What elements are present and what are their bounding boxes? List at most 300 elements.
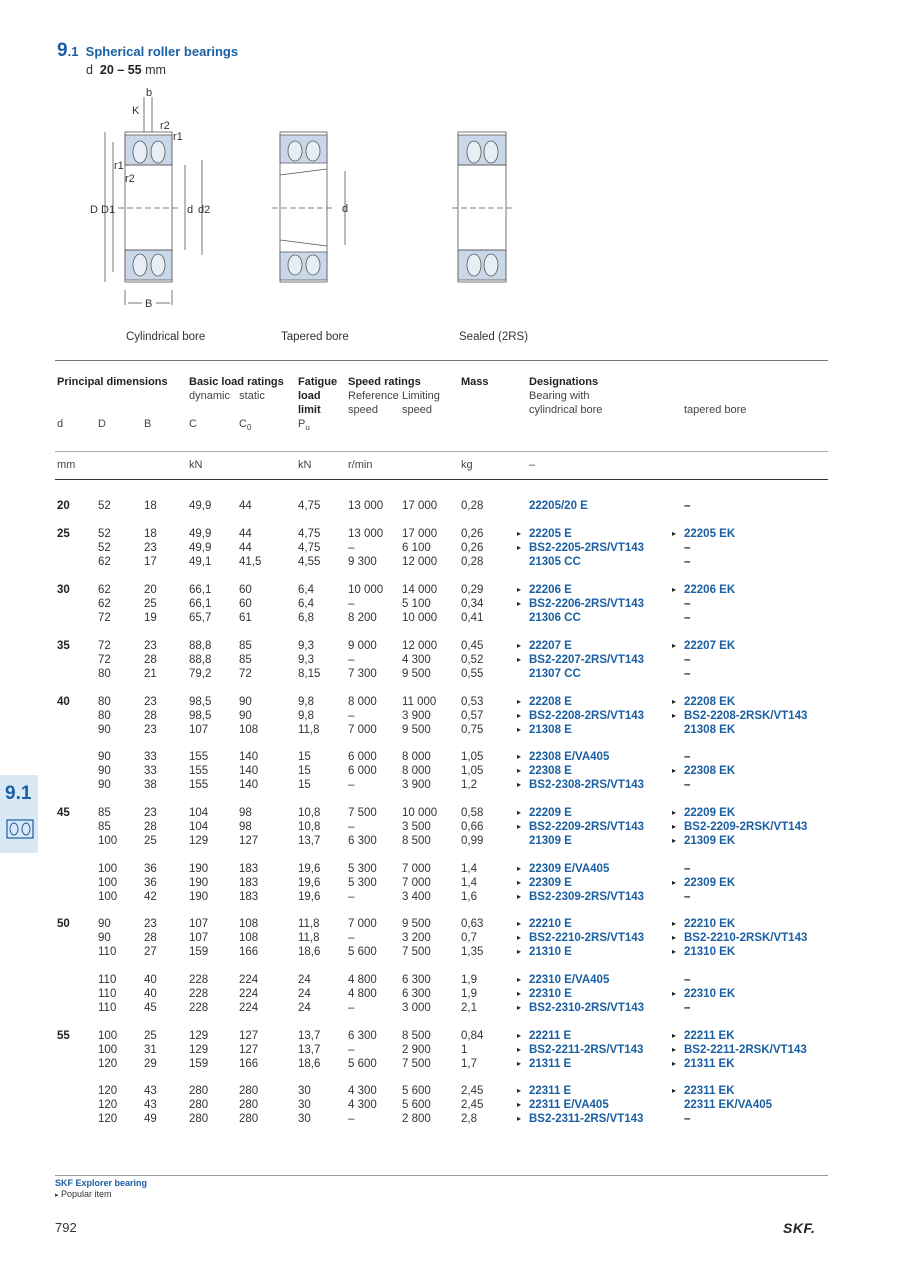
table-row [0, 931, 900, 945]
table-row [0, 890, 900, 904]
label-b: b [146, 87, 153, 99]
designation-tapered[interactable]: 21310 EK [684, 945, 736, 958]
popular-marker-icon: ▸ [517, 654, 522, 664]
width: 17 [144, 555, 157, 568]
dynamic-load: 280 [189, 1112, 209, 1125]
fatigue-limit: 9,3 [298, 640, 314, 652]
width: 23 [144, 696, 157, 708]
table-row [0, 1084, 900, 1098]
designation-tapered[interactable]: 22308 EK [684, 764, 736, 777]
designation-tapered[interactable]: BS2-2211-2RSK/VT143 [684, 1043, 807, 1056]
outer-diameter: 90 [98, 764, 111, 777]
reference-speed: 6 000 [348, 764, 377, 777]
label-D: D [90, 204, 98, 216]
table-row [0, 499, 900, 513]
section-tab [0, 775, 38, 853]
designation-cylindrical[interactable]: 21309 E [529, 834, 572, 847]
fatigue-limit: 10,8 [298, 820, 321, 833]
designation-cylindrical[interactable]: BS2-2209-2RS/VT143 [529, 820, 645, 833]
designation-tapered: – [684, 1001, 691, 1014]
designation-cylindrical[interactable]: BS2-2206-2RS/VT143 [529, 597, 645, 610]
mass: 0,58 [461, 807, 484, 819]
designation-cylindrical[interactable]: 22210 E [529, 918, 572, 930]
outer-diameter: 72 [98, 640, 111, 652]
reference-speed: 7 500 [348, 807, 377, 819]
designation-tapered: – [684, 653, 691, 666]
fatigue-limit: 30 [298, 1098, 311, 1111]
mass: 1,6 [461, 890, 477, 903]
mass: 1,35 [461, 945, 484, 958]
hdr-principal: Principal dimensions [57, 376, 168, 388]
limiting-speed: 12 000 [402, 640, 438, 652]
width: 43 [144, 1098, 157, 1111]
reference-speed: 5 600 [348, 1057, 377, 1070]
reference-speed: – [348, 1001, 355, 1014]
reference-speed: 6 000 [348, 751, 377, 763]
designation-cylindrical[interactable]: 22308 E [529, 764, 572, 777]
reference-speed: 7 000 [348, 918, 377, 930]
static-load: 60 [239, 584, 252, 596]
designation-cylindrical[interactable]: 21307 CC [529, 667, 581, 680]
outer-diameter: 100 [98, 890, 118, 903]
hdr-tapered: tapered bore [684, 404, 747, 416]
designation-cylindrical[interactable]: 22208 E [529, 696, 572, 708]
divider [55, 451, 828, 452]
fatigue-limit: 13,7 [298, 834, 321, 847]
fatigue-limit: 6,8 [298, 611, 314, 624]
width: 42 [144, 890, 157, 903]
outer-diameter: 80 [98, 709, 111, 722]
popular-marker-icon: ▸ [672, 1086, 677, 1095]
fatigue-limit: 24 [298, 974, 311, 986]
dynamic-load: 49,9 [189, 528, 212, 540]
dynamic-load: 129 [189, 1043, 209, 1056]
fatigue-limit: 18,6 [298, 945, 321, 958]
outer-diameter: 100 [98, 876, 118, 889]
limiting-speed: 11 000 [402, 696, 437, 708]
outer-diameter: 52 [98, 541, 111, 554]
label-r2: r2 [125, 173, 135, 185]
table-row [0, 723, 900, 737]
dynamic-load: 66,1 [189, 584, 212, 596]
reference-speed: 6 300 [348, 834, 377, 847]
static-load: 44 [239, 528, 252, 540]
designation-tapered: – [684, 778, 691, 791]
reference-speed: 8 000 [348, 696, 377, 708]
width: 23 [144, 640, 157, 652]
dynamic-load: 98,5 [189, 709, 212, 722]
popular-marker-icon: ▸ [672, 641, 677, 650]
divider [55, 1175, 828, 1176]
reference-speed: 13 000 [348, 528, 384, 540]
designation-cylindrical[interactable]: 22310 E [529, 987, 572, 1000]
designation-tapered: – [684, 541, 691, 554]
designation-cylindrical[interactable]: 22309 E [529, 876, 572, 889]
fatigue-limit: 9,8 [298, 696, 314, 708]
label-r2-top: r2 [160, 120, 170, 132]
static-load: 108 [239, 918, 259, 930]
table-row [0, 555, 900, 569]
table-row [0, 1029, 900, 1043]
popular-marker-icon: ▸ [517, 975, 522, 984]
width: 33 [144, 764, 157, 777]
designation-tapered: – [684, 974, 691, 986]
designation-tapered[interactable]: 22208 EK [684, 696, 736, 708]
label-d2: d2 [198, 204, 211, 216]
reference-speed: 8 200 [348, 611, 377, 624]
popular-marker-icon: ▸ [672, 585, 677, 594]
popular-marker-icon: ▸ [517, 821, 522, 831]
reference-speed: 4 800 [348, 987, 377, 1000]
popular-marker-icon: ▸ [517, 891, 522, 901]
static-load: 98 [239, 807, 252, 819]
limiting-speed: 7 500 [402, 945, 431, 958]
limiting-speed: 3 900 [402, 709, 431, 722]
dynamic-load: 129 [189, 834, 209, 847]
dynamic-load: 98,5 [189, 696, 212, 708]
designation-cylindrical[interactable]: BS2-2207-2RS/VT143 [529, 653, 645, 666]
caption-tapered: Tapered bore [281, 331, 349, 343]
designation-tapered[interactable]: 22309 EK [684, 876, 736, 889]
bore-diameter: 30 [57, 584, 70, 596]
unit-rmin: r/min [348, 459, 373, 471]
designation-cylindrical[interactable]: BS2-2208-2RS/VT143 [529, 709, 645, 722]
width: 45 [144, 1001, 157, 1014]
fatigue-limit: 11,8 [298, 918, 320, 930]
mass: 0,66 [461, 820, 484, 833]
width: 40 [144, 987, 157, 1000]
width: 21 [144, 667, 157, 680]
designation-cylindrical[interactable]: 22309 E/VA405 [529, 863, 610, 875]
table-row [0, 764, 900, 778]
limiting-speed: 6 300 [402, 987, 431, 1000]
dynamic-load: 280 [189, 1098, 209, 1111]
dynamic-load: 190 [189, 876, 209, 889]
designation-cylindrical[interactable]: BS2-2211-2RS/VT143 [529, 1043, 644, 1056]
mass: 1,05 [461, 751, 484, 763]
fatigue-limit: 24 [298, 987, 311, 1000]
designation-cylindrical[interactable]: BS2-2205-2RS/VT143 [529, 541, 645, 554]
outer-diameter: 72 [98, 653, 111, 666]
table-row [0, 973, 900, 987]
designation-tapered[interactable]: 22205 EK [684, 528, 736, 540]
width: 38 [144, 778, 157, 791]
designation-tapered[interactable]: 21311 EK [684, 1057, 735, 1070]
static-load: 108 [239, 931, 259, 944]
designation-tapered[interactable]: 22210 EK [684, 918, 736, 930]
mass: 2,1 [461, 1001, 477, 1014]
static-load: 280 [239, 1098, 259, 1111]
outer-diameter: 90 [98, 723, 111, 736]
outer-diameter: 110 [98, 987, 117, 1000]
width: 25 [144, 1030, 157, 1042]
label-d-tapered: d [342, 203, 349, 215]
limiting-speed: 5 100 [402, 597, 431, 610]
popular-marker-icon: ▸ [517, 585, 522, 594]
outer-diameter: 120 [98, 1098, 118, 1111]
static-load: 127 [239, 1043, 259, 1056]
sym-D: D [98, 418, 106, 430]
sym-C0: $C_0$ [239, 418, 252, 433]
hdr-designations: Designations Bearing with cylindrical bore [529, 376, 603, 416]
designation-cylindrical[interactable]: BS2-2310-2RS/VT143 [529, 1001, 645, 1014]
limiting-speed: 4 300 [402, 653, 431, 666]
limiting-speed: 7 000 [402, 876, 431, 889]
mass: 1,9 [461, 974, 477, 986]
table-row [0, 820, 900, 834]
designation-cylindrical[interactable]: 21306 CC [529, 611, 581, 624]
table-row [0, 1057, 900, 1071]
table-row [0, 987, 900, 1001]
popular-marker-icon: ▸ [517, 808, 522, 817]
outer-diameter: 85 [98, 807, 111, 819]
popular-marker-icon: ▸ [672, 529, 677, 538]
table-row [0, 583, 900, 597]
static-load: 224 [239, 1001, 259, 1014]
static-load: 108 [239, 723, 259, 736]
caption-cylindrical: Cylindrical bore [126, 331, 206, 343]
width: 18 [144, 528, 157, 540]
designation-cylindrical[interactable]: 21305 CC [529, 555, 581, 568]
width: 28 [144, 653, 157, 666]
designation-tapered[interactable]: 21309 EK [684, 834, 736, 847]
limiting-speed: 3 000 [402, 1001, 431, 1014]
popular-marker-icon: ▸ [672, 697, 677, 706]
mass: 0,28 [461, 500, 484, 512]
reference-speed: 4 300 [348, 1085, 377, 1097]
reference-speed: 6 300 [348, 1030, 377, 1042]
designation-tapered[interactable]: 22209 EK [684, 807, 736, 819]
reference-speed: – [348, 653, 355, 666]
limiting-speed: 17 000 [402, 528, 438, 540]
limiting-speed: 8 500 [402, 1030, 431, 1042]
dynamic-load: 280 [189, 1085, 209, 1097]
static-load: 72 [239, 667, 252, 680]
dynamic-load: 49,1 [189, 555, 212, 568]
popular-marker-icon: ▸ [672, 821, 677, 831]
limiting-speed: 9 500 [402, 667, 431, 680]
static-load: 85 [239, 640, 252, 652]
fatigue-limit: 8,15 [298, 667, 321, 680]
static-load: 60 [239, 597, 252, 610]
table-row [0, 639, 900, 653]
designation-cylindrical[interactable]: 21311 E [529, 1057, 572, 1070]
designation-cylindrical[interactable]: 22311 E [529, 1085, 572, 1097]
limiting-speed: 10 000 [402, 611, 438, 624]
width: 28 [144, 931, 157, 944]
hdr-speed-lim: Limiting speed [402, 390, 440, 416]
static-load: 183 [239, 863, 259, 875]
designation-tapered[interactable]: 22207 EK [684, 640, 736, 652]
designation-cylindrical[interactable]: 21310 E [529, 945, 572, 958]
limiting-speed: 5 600 [402, 1098, 431, 1111]
popular-marker-icon: ▸ [517, 697, 522, 706]
outer-diameter: 62 [98, 555, 111, 568]
mass: 0,34 [461, 597, 484, 610]
bore-diameter: 25 [57, 528, 70, 540]
bore-diameter: 35 [57, 640, 70, 652]
designation-cylindrical[interactable]: BS2-2309-2RS/VT143 [529, 890, 645, 903]
designation-cylindrical[interactable]: 22310 E/VA405 [529, 974, 610, 986]
fatigue-limit: 19,6 [298, 890, 321, 903]
outer-diameter: 90 [98, 931, 111, 944]
sym-C: C [189, 418, 197, 430]
outer-diameter: 100 [98, 863, 118, 875]
mass: 0,63 [461, 918, 484, 930]
table-row [0, 917, 900, 931]
dynamic-load: 107 [189, 723, 209, 736]
bore-diameter: 20 [57, 500, 70, 512]
fatigue-limit: 4,75 [298, 500, 321, 512]
designation-tapered[interactable]: 22310 EK [684, 987, 736, 1000]
fatigue-limit: 11,8 [298, 723, 320, 736]
designation-tapered: – [684, 863, 691, 875]
width: 28 [144, 820, 157, 833]
designation-tapered: – [684, 751, 691, 763]
popular-marker-icon: ▸ [672, 919, 677, 928]
limiting-speed: 7 500 [402, 1057, 431, 1070]
table-row [0, 945, 900, 959]
popular-marker-icon: ▸ [517, 765, 522, 775]
designation-tapered[interactable]: 21308 EK [684, 723, 736, 736]
bore-diameter: 55 [57, 1030, 70, 1042]
fatigue-limit: 15 [298, 764, 311, 777]
designation-cylindrical[interactable]: 22206 E [529, 584, 572, 596]
mass: 0,57 [461, 709, 484, 722]
reference-speed: – [348, 820, 355, 833]
designation-cylindrical[interactable]: BS2-2210-2RS/VT143 [529, 931, 645, 944]
reference-speed: – [348, 778, 355, 791]
designation-cylindrical[interactable]: BS2-2311-2RS/VT143 [529, 1112, 644, 1125]
table-row [0, 541, 900, 555]
designation-cylindrical[interactable]: 21308 E [529, 723, 572, 736]
static-load: 166 [239, 1057, 259, 1070]
reference-speed: 9 300 [348, 555, 377, 568]
designation-cylindrical[interactable]: 22209 E [529, 807, 572, 819]
width: 33 [144, 751, 157, 763]
fatigue-limit: 13,7 [298, 1043, 321, 1056]
popular-marker-icon: ▸ [517, 598, 522, 608]
outer-diameter: 100 [98, 834, 118, 847]
mass: 0,75 [461, 723, 484, 736]
designation-cylindrical[interactable]: 22308 E/VA405 [529, 751, 610, 763]
designation-cylindrical[interactable]: 22205 E [529, 528, 572, 540]
designation-tapered[interactable]: BS2-2208-2RSK/VT143 [684, 709, 808, 722]
page-subtitle: d 20 – 55 mm [86, 63, 166, 77]
outer-diameter: 110 [98, 945, 117, 958]
static-load: 98 [239, 820, 252, 833]
outer-diameter: 62 [98, 597, 111, 610]
label-K: K [132, 105, 140, 117]
designation-tapered: – [684, 500, 691, 512]
designation-tapered[interactable]: BS2-2209-2RSK/VT143 [684, 820, 808, 833]
table-row [0, 709, 900, 723]
popular-marker-icon: ▸ [517, 529, 522, 538]
mass: 2,45 [461, 1085, 484, 1097]
width: 40 [144, 974, 157, 986]
static-load: 90 [239, 709, 252, 722]
unit-kn: kN [298, 459, 312, 471]
mass: 2,8 [461, 1112, 477, 1125]
width: 25 [144, 834, 157, 847]
popular-marker-icon: ▸ [672, 765, 677, 775]
fatigue-limit: 4,75 [298, 528, 321, 540]
fatigue-limit: 13,7 [298, 1030, 321, 1042]
designation-tapered[interactable]: 22311 EK/VA405 [684, 1098, 773, 1111]
designation-tapered: – [684, 597, 691, 610]
fatigue-limit: 9,8 [298, 709, 314, 722]
outer-diameter: 72 [98, 611, 111, 624]
limiting-speed: 9 500 [402, 918, 431, 930]
width: 20 [144, 584, 157, 596]
designation-cylindrical[interactable]: 22207 E [529, 640, 572, 652]
outer-diameter: 100 [98, 1043, 118, 1056]
divider [55, 360, 828, 361]
designation-tapered[interactable]: 22311 EK [684, 1085, 735, 1097]
designation-tapered[interactable]: 22211 EK [684, 1030, 735, 1042]
designation-cylindrical[interactable]: BS2-2308-2RS/VT143 [529, 778, 645, 791]
dynamic-load: 155 [189, 751, 209, 763]
fatigue-limit: 30 [298, 1085, 311, 1097]
designation-cylindrical[interactable]: 22311 E/VA405 [529, 1098, 609, 1111]
dynamic-load: 159 [189, 1057, 209, 1070]
popular-marker-icon: ▸ [517, 1113, 522, 1123]
reference-speed: – [348, 597, 355, 610]
dynamic-load: 107 [189, 931, 209, 944]
popular-marker-icon: ▸ [517, 710, 522, 720]
sym-d: d [57, 418, 64, 430]
width: 18 [144, 500, 157, 512]
popular-marker-icon: ▸ [517, 988, 522, 998]
limiting-speed: 5 600 [402, 1085, 431, 1097]
footnote-explorer: SKF Explorer bearing [55, 1178, 148, 1188]
dynamic-load: 228 [189, 987, 209, 1000]
width: 28 [144, 709, 157, 722]
dynamic-load: 66,1 [189, 597, 212, 610]
mass: 0,26 [461, 541, 484, 554]
designation-cylindrical[interactable]: 22205/20 E [529, 500, 588, 512]
hdr-speed: Speed ratings [348, 376, 421, 388]
dynamic-load: 159 [189, 945, 209, 958]
designation-cylindrical[interactable]: 22211 E [529, 1030, 572, 1042]
designation-tapered: – [684, 555, 691, 568]
mass: 0,53 [461, 696, 484, 708]
limiting-speed: 2 800 [402, 1112, 431, 1125]
limiting-speed: 3 500 [402, 820, 431, 833]
designation-tapered[interactable]: BS2-2210-2RSK/VT143 [684, 931, 808, 944]
mass: 0,52 [461, 653, 484, 666]
limiting-speed: 7 000 [402, 863, 431, 875]
static-load: 166 [239, 945, 259, 958]
designation-tapered[interactable]: 22206 EK [684, 584, 736, 596]
label-r1-top: r1 [173, 131, 183, 143]
mass: 0,26 [461, 528, 484, 540]
outer-diameter: 120 [98, 1085, 118, 1097]
static-load: 224 [239, 987, 259, 1000]
reference-speed: 9 000 [348, 640, 377, 652]
reference-speed: 7 000 [348, 723, 377, 736]
static-load: 140 [239, 778, 259, 791]
popular-marker-icon: ▸ [672, 877, 677, 887]
width: 23 [144, 918, 157, 930]
dynamic-load: 129 [189, 1030, 209, 1042]
outer-diameter: 120 [98, 1057, 118, 1070]
outer-diameter: 85 [98, 820, 111, 833]
table-row [0, 806, 900, 820]
bore-diameter: 50 [57, 918, 70, 930]
popular-marker-icon: ▸ [672, 1031, 677, 1040]
reference-speed: – [348, 1112, 355, 1125]
